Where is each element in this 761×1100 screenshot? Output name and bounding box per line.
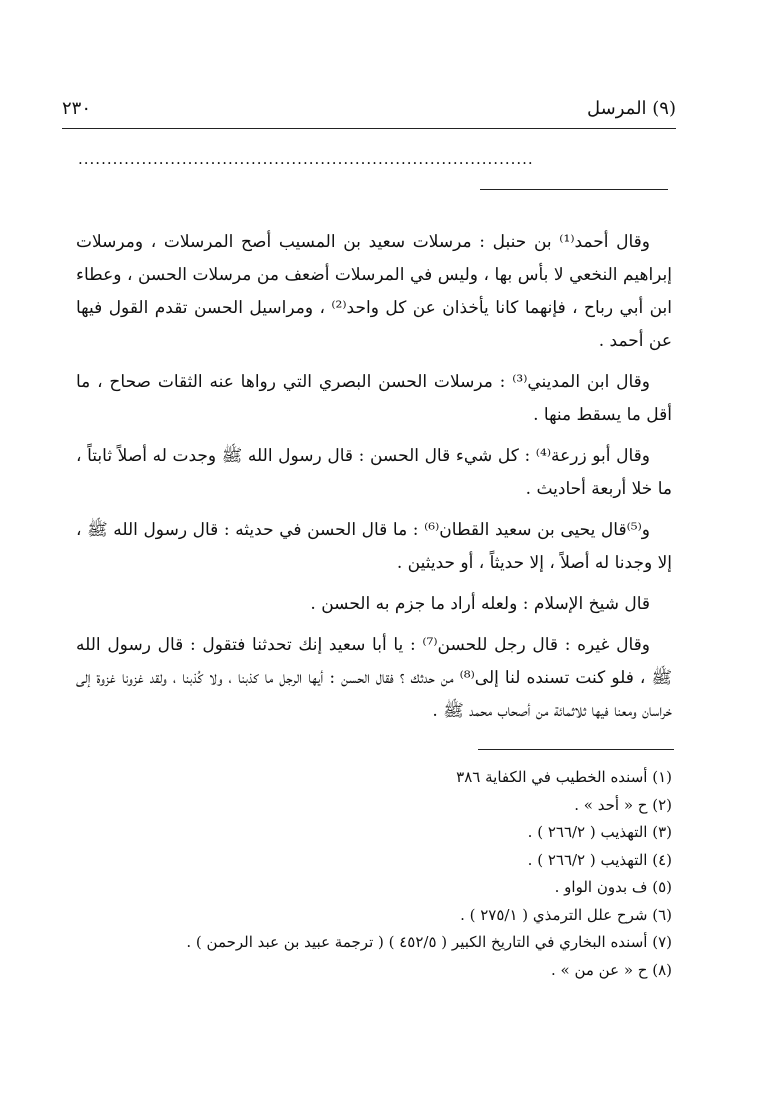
section-rule [480,189,668,190]
header-rule [62,128,676,129]
footnotes [76,764,672,984]
paragraph: وقال ابن المديني⁽³⁾ : مرسلات الحسن البصري التي رواها عنه الثقات صحاح ، ما أقل ما يسقط منها . [76,372,672,425]
body-text [76,226,672,736]
paragraph: وقال أبو زرعة⁽⁴⁾ : كل شيء قال الحسن : قال رسول الله ﷺ وجدت له أصلاً ثابتاً ، ما خلا أربعة أحاديث . [76,446,672,499]
dotted-separator: ............................................................................... [78,150,534,168]
footnote: (٢) ح « أحد » . [574,795,672,814]
chapter-title: (٩) المرسل [587,98,676,119]
footnote: (٦) شرح علل الترمذي ( ٢٧٥/١ ) . [460,905,672,924]
footnote: (٤) التهذيب ( ٢٦٦/٢ ) . [527,850,672,869]
paragraph: قال شيخ الإسلام : ولعله أراد ما جزم به الحسن . [310,594,650,614]
footnote: (٨) ح « عن من » . [550,960,672,979]
paragraph: و⁽⁵⁾قال يحيى بن سعيد القطان⁽⁶⁾ : ما قال الحسن في حديثه : قال رسول الله ﷺ ، إلا وجدنا له أصلاً ، إلا حديثاً ، أو حديثين . [76,520,672,573]
paragraph: وقال غيره : قال رجل للحسن⁽⁷⁾ : يا أبا سعيد إنك تحدثنا فتقول : قال رسول الله ﷺ ، فلو كنت تسنده لنا إلى⁽⁸⁾ من حدثك ؟ فقال الحسن : أيها الرجل ما كذبنا ، ولا كُذبنا ، ولقد غزونا غزوة إلى خراسان ومعنا فيها ثلاثمائة من أصحاب محمد ﷺ . [76,635,672,721]
footnote: (٣) التهذيب ( ٢٦٦/٢ ) . [527,823,672,841]
paragraph: وقال أحمد⁽¹⁾ بن حنبل : مرسلات سعيد بن المسيب أصح المرسلات ، ومرسلات إبراهيم النخعي لا بأس بها ، وليس في المرسلات أضعف من مرسلات الحسن ، وعطاء ابن أبي رباح ، فإنهما كانا يأخذان عن كل واحد⁽²⁾ ، ومراسيل الحسن تقدم القول فيها عن أحمد . [76,232,672,351]
footnote: (١) أسنده الخطيب في الكفاية ٣٨٦ [456,768,672,786]
footnote: (٥) ف بدون الواو . [554,878,672,896]
page-header [62,98,676,128]
footnote: (٧) أسنده البخاري في التاريخ الكبير ( ٤٥٢/٥ ) ( ترجمة عبيد بن عبد الرحمن ) . [186,933,672,951]
page-number: ٢٣٠ [62,98,92,119]
footnote-rule [478,749,674,750]
